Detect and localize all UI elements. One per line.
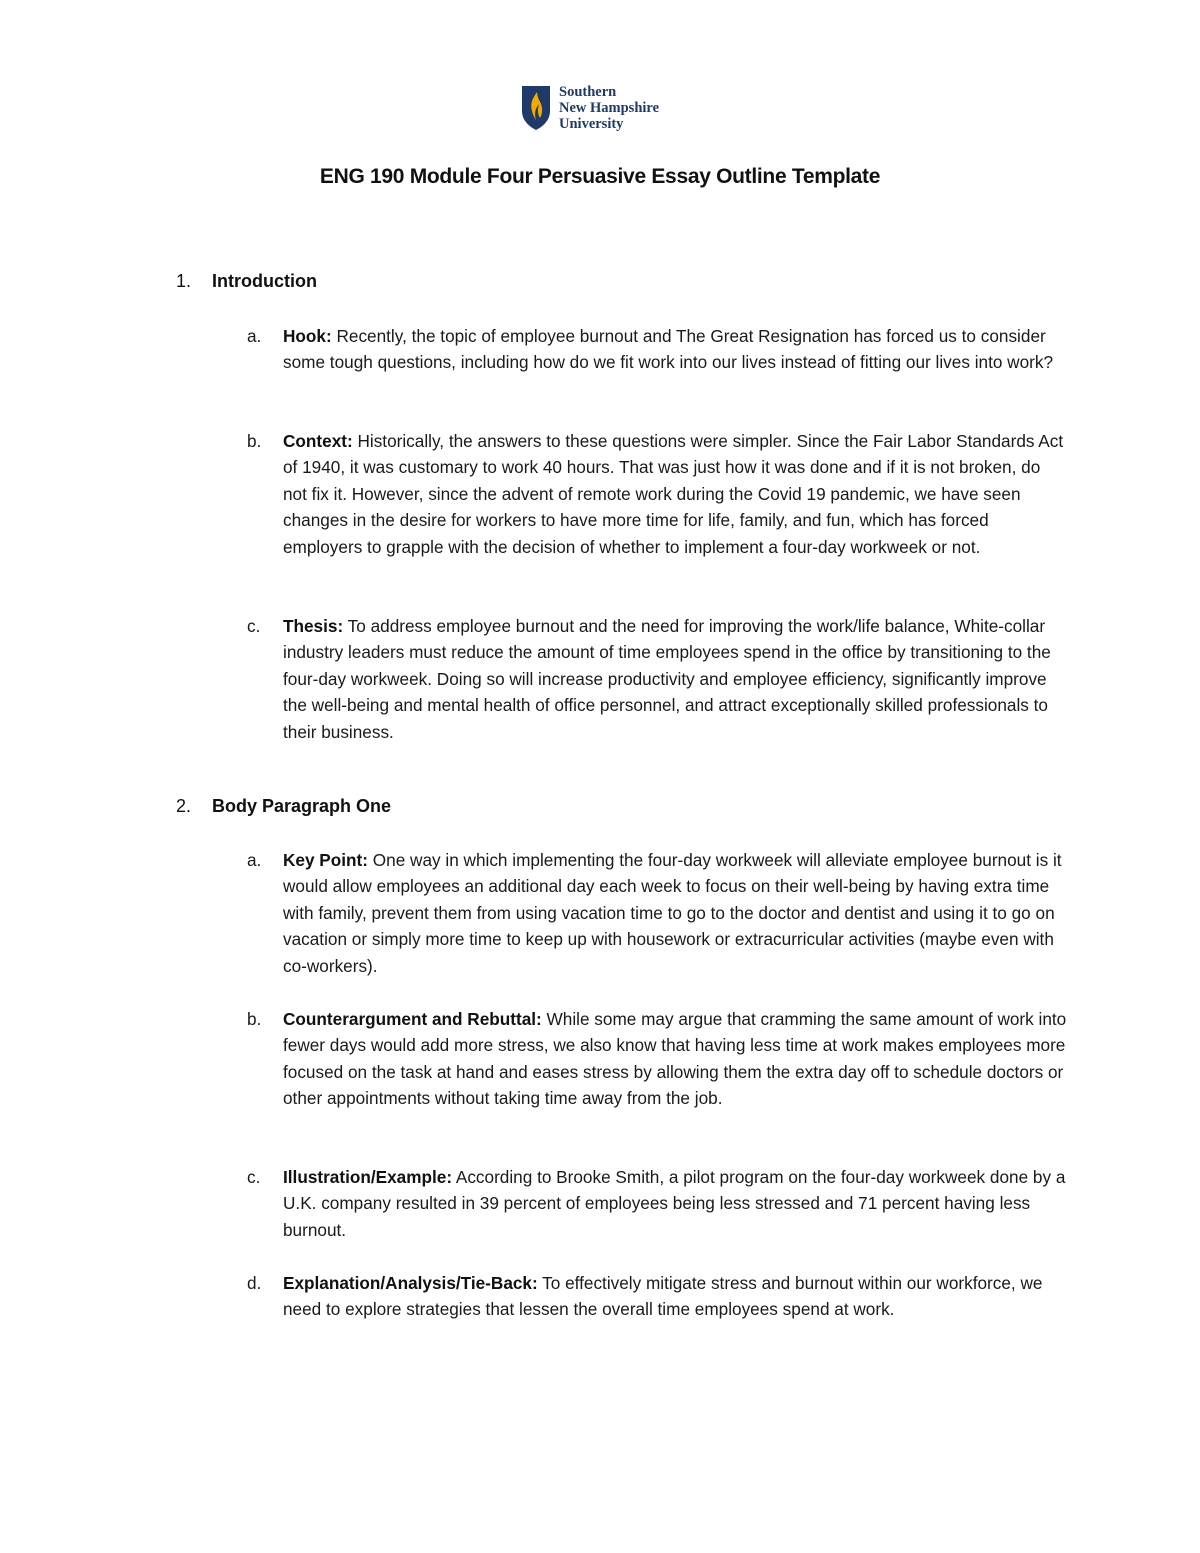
item-label: Hook: bbox=[283, 326, 332, 346]
item-body bbox=[283, 1270, 1067, 1323]
logo-line-1: Southern bbox=[559, 84, 617, 100]
section-title: Introduction bbox=[212, 271, 317, 291]
outline-item-thesis bbox=[247, 613, 1067, 745]
item-letter: b. bbox=[247, 1009, 262, 1029]
shield-flame-icon bbox=[521, 85, 551, 131]
outline-item-illustration bbox=[247, 1164, 1067, 1243]
outline-item-counterargument bbox=[247, 1006, 1067, 1112]
item-letter: b. bbox=[247, 431, 262, 451]
item-text: While some may argue that cramming the same amount of work into fewer days would add more stress, we also know that having less time at work makes employees more focused on the task at hand and eases stress by allowing them the extra day off to schedule doctors or other appointments without taking time away from the job. bbox=[283, 1009, 1067, 1109]
item-label: Explanation/Analysis/Tie-Back: bbox=[283, 1273, 538, 1293]
section-heading-introduction bbox=[176, 271, 317, 292]
item-label: Illustration/Example: bbox=[283, 1167, 453, 1187]
logo-line-2: New Hampshire bbox=[559, 100, 660, 116]
item-text: To effectively mitigate stress and burnout within our workforce, we need to explore strategies that lessen the overall time employees spend at work. bbox=[283, 1273, 1043, 1320]
item-body bbox=[283, 1006, 1067, 1112]
item-letter: a. bbox=[247, 850, 262, 870]
item-text: To address employee burnout and the need for improving the work/life balance, White-collar industry leaders must reduce the amount of time employees spend in the office by transitioning to the four-day workweek. Doing so will increase productivity and employee efficiency, significantly improve the well-being and mental health of office personnel, and attract exceptionally skilled professionals to their business. bbox=[283, 616, 1051, 742]
section-number: 2. bbox=[176, 796, 192, 816]
item-text: Recently, the topic of employee burnout and The Great Resignation has forced us to consider some tough questions, including how do we fit work into our lives instead of fitting our lives into work? bbox=[283, 326, 1054, 373]
section-title: Body Paragraph One bbox=[212, 796, 392, 816]
snhu-logo bbox=[521, 84, 659, 132]
outline-item-hook bbox=[247, 323, 1067, 376]
item-letter: a. bbox=[247, 326, 262, 346]
outline-item-explanation bbox=[247, 1270, 1067, 1323]
section-number: 1. bbox=[176, 271, 192, 291]
item-letter: d. bbox=[247, 1273, 262, 1293]
item-letter: c. bbox=[247, 1167, 261, 1187]
item-body bbox=[283, 428, 1067, 560]
outline-item-context bbox=[247, 428, 1067, 560]
item-label: Thesis: bbox=[283, 616, 344, 636]
item-body bbox=[283, 847, 1067, 979]
outline-item-key-point bbox=[247, 847, 1067, 979]
item-body bbox=[283, 1164, 1067, 1243]
item-label: Key Point: bbox=[283, 850, 368, 870]
item-text: One way in which implementing the four-day workweek will alleviate employee burnout is it would allow employees an additional day each week to focus on their well-being by having extra time with family, prevent them from using vacation time to go to the doctor and dentist and using it to go on vacation or simply more time to keep up with housework or extracurricular activities (maybe even with co-workers). bbox=[283, 850, 1062, 976]
section-heading-body-paragraph-one bbox=[176, 796, 391, 817]
item-letter: c. bbox=[247, 616, 261, 636]
item-body bbox=[283, 613, 1067, 745]
document-title: ENG 190 Module Four Persuasive Essay Outline Template bbox=[319, 165, 881, 188]
item-text: According to Brooke Smith, a pilot program on the four-day workweek done by a U.K. company resulted in 39 percent of employees being less stressed and 71 percent having less burnout. bbox=[283, 1167, 1066, 1240]
item-text: Historically, the answers to these questions were simpler. Since the Fair Labor Standards Act of 1940, it was customary to work 40 hours. That was just how it was done and if it is not broken, do not fix it. However, since the advent of remote work during the Covid 19 pandemic, we have seen changes in the desire for workers to have more time for life, family, and fun, which has forced employers to grapple with the decision of whether to implement a four-day workweek or not. bbox=[283, 431, 1064, 557]
item-label: Counterargument and Rebuttal: bbox=[283, 1009, 542, 1029]
item-label: Context: bbox=[283, 431, 353, 451]
item-body bbox=[283, 323, 1067, 376]
logo-line-3: University bbox=[559, 116, 624, 132]
logo-wordmark bbox=[559, 84, 659, 132]
